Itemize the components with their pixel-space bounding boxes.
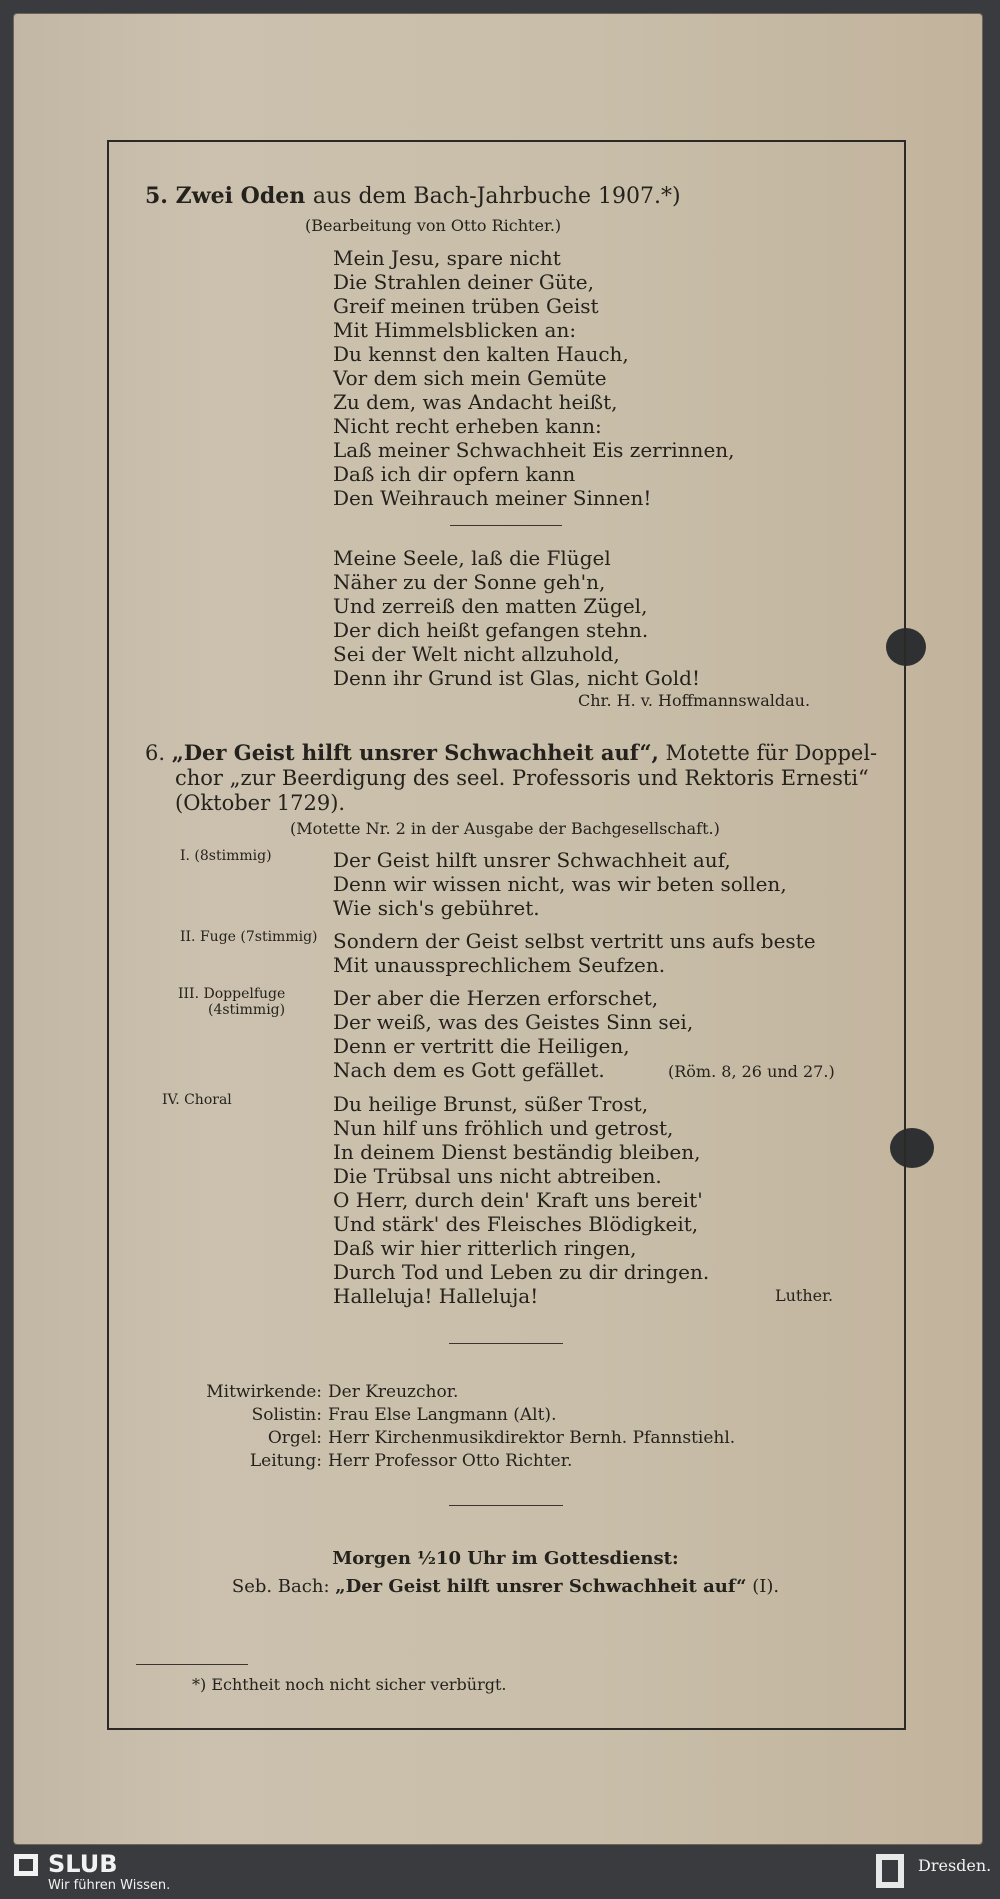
verse-line: Und stärk' des Fleisches Blödigkeit,: [333, 1212, 699, 1236]
verse-line: Greif meinen trüben Geist: [333, 294, 599, 318]
announcement: [107, 1545, 904, 1601]
verse-line: Denn wir wissen nicht, was wir beten sollen,: [333, 872, 787, 896]
verse-line: Daß ich dir opfern kann: [333, 462, 576, 486]
announcement-line2: [107, 1573, 904, 1601]
verse-line: In deinem Dienst beständig bleiben,: [333, 1140, 701, 1164]
verse-line: Der aber die Herzen erforschet,: [333, 986, 659, 1010]
divider: [449, 1505, 563, 1506]
verse-line: Den Weihrauch meiner Sinnen!: [333, 486, 652, 510]
section5-stanza1: [333, 246, 735, 510]
part4-author: Luther.: [775, 1286, 834, 1305]
part3-reference: (Röm. 8, 26 und 27.): [668, 1062, 835, 1081]
verse-line: Der dich heißt gefangen stehn.: [333, 618, 649, 642]
part2-text: [333, 929, 816, 977]
credit-role: Mitwirkende:: [206, 1382, 322, 1402]
verse-line: Du kennst den kalten Hauch,: [333, 342, 629, 366]
footnote: *) Echtheit noch nicht sicher verbürgt.: [192, 1675, 507, 1694]
section6-heading: [145, 740, 877, 816]
credits-list: [192, 1381, 735, 1473]
credit-name: Herr Kirchenmusikdirektor Bernh. Pfannstiehl.: [328, 1428, 736, 1448]
verse-line: Der Geist hilft unsrer Schwachheit auf,: [333, 848, 731, 872]
slub-name[interactable]: SLUB: [48, 1850, 118, 1878]
section6-title-line2: chor „zur Beerdigung des seel. Professoris und Rektoris Ernesti“: [175, 766, 869, 790]
verse-line: Denn ihr Grund ist Glas, nicht Gold!: [333, 666, 700, 690]
announcement-line1: Morgen ½10 Uhr im Gottesdienst:: [332, 1548, 679, 1569]
credit-role: Solistin:: [251, 1405, 322, 1425]
section5-title-rest: aus dem Bach-Jahrbuche 1907.*): [312, 184, 681, 209]
divider: [449, 1343, 563, 1344]
verse-line: Denn er vertritt die Heiligen,: [333, 1034, 630, 1058]
part4-label: IV. Choral: [162, 1092, 232, 1108]
credit-row: [192, 1427, 735, 1450]
credit-name: Der Kreuzchor.: [328, 1382, 459, 1402]
verse-line: Nicht recht erheben kann:: [333, 414, 602, 438]
verse-line: Laß meiner Schwachheit Eis zerrinnen,: [333, 438, 735, 462]
verse-line: Mein Jesu, spare nicht: [333, 246, 561, 270]
credit-row: [192, 1450, 735, 1473]
verse-line: Der weiß, was des Geistes Sinn sei,: [333, 1010, 694, 1034]
announcement-title: „Der Geist hilft unsrer Schwachheit auf“: [335, 1576, 747, 1597]
verse-line: Halleluja! Halleluja!: [333, 1284, 539, 1308]
announcement-suffix: (I).: [752, 1576, 780, 1597]
credit-role: Leitung:: [249, 1451, 322, 1471]
verse-line: Mit Himmelsblicken an:: [333, 318, 577, 342]
verse-line: Und zerreiß den matten Zügel,: [333, 594, 648, 618]
section5-number: 5.: [145, 183, 168, 209]
section5-stanza2: [333, 546, 700, 690]
credit-role: Orgel:: [267, 1428, 322, 1448]
section5-heading: [145, 183, 681, 209]
slub-tagline: Wir führen Wissen.: [48, 1878, 171, 1893]
part3-label-line2: (4stimmig): [208, 1002, 286, 1018]
part3-label-line1: III. Doppelfuge: [178, 986, 286, 1002]
verse-line: Nun hilf uns fröhlich und getrost,: [333, 1116, 674, 1140]
section5-title-bold: Zwei Oden: [175, 183, 306, 209]
divider: [450, 525, 562, 526]
section5-author: Chr. H. v. Hoffmannswaldau.: [578, 691, 811, 710]
section6-number: 6.: [145, 741, 166, 765]
footnote-rule: [136, 1664, 248, 1665]
credit-name: Herr Professor Otto Richter.: [328, 1451, 573, 1471]
verse-line: Die Trübsal uns nicht abtreiben.: [333, 1164, 662, 1188]
verse-line: Durch Tod und Leben zu dir dringen.: [333, 1260, 710, 1284]
section5-subtitle: (Bearbeitung von Otto Richter.): [305, 216, 562, 235]
footer-bar: [0, 1848, 1000, 1899]
announcement-prefix: Seb. Bach:: [231, 1576, 330, 1597]
dresden-crest-icon[interactable]: [876, 1854, 904, 1888]
verse-line: Sondern der Geist selbst vertritt uns aufs beste: [333, 929, 816, 953]
verse-line: Näher zu der Sonne geh'n,: [333, 570, 606, 594]
section6-subtitle: (Motette Nr. 2 in der Ausgabe der Bachgesellschaft.): [290, 819, 720, 838]
verse-line: Mit unaussprechlichem Seufzen.: [333, 953, 666, 977]
part1-label: I. (8stimmig): [180, 848, 272, 864]
verse-line: Nach dem es Gott gefället.: [333, 1058, 605, 1082]
verse-line: Sei der Welt nicht allzuhold,: [333, 642, 620, 666]
slub-logo-icon[interactable]: [14, 1854, 38, 1876]
part1-text: [333, 848, 787, 920]
dresden-name[interactable]: Dresden.: [918, 1856, 992, 1875]
verse-line: O Herr, durch dein' Kraft uns bereit': [333, 1188, 703, 1212]
verse-line: Die Strahlen deiner Güte,: [333, 270, 594, 294]
section6-title-line3: (Oktober 1729).: [175, 791, 346, 815]
verse-line: Zu dem, was Andacht heißt,: [333, 390, 618, 414]
verse-line: Daß wir hier ritterlich ringen,: [333, 1236, 637, 1260]
verse-line: Vor dem sich mein Gemüte: [333, 366, 607, 390]
part3-label: [178, 986, 285, 1018]
verse-line: Du heilige Brunst, süßer Trost,: [333, 1092, 649, 1116]
credit-row: [192, 1381, 735, 1404]
credit-row: [192, 1404, 735, 1427]
section6-title-bold: „Der Geist hilft unsrer Schwachheit auf“,: [171, 740, 659, 765]
part3-text: [333, 986, 693, 1082]
part4-text: [333, 1092, 709, 1308]
credit-name: Frau Else Langmann (Alt).: [328, 1405, 557, 1425]
verse-line: Wie sich's gebühret.: [333, 896, 540, 920]
verse-line: Meine Seele, laß die Flügel: [333, 546, 611, 570]
section6-title-line1-rest: Motette für Doppel-: [665, 741, 878, 765]
part2-label: II. Fuge (7stimmig): [180, 929, 318, 945]
